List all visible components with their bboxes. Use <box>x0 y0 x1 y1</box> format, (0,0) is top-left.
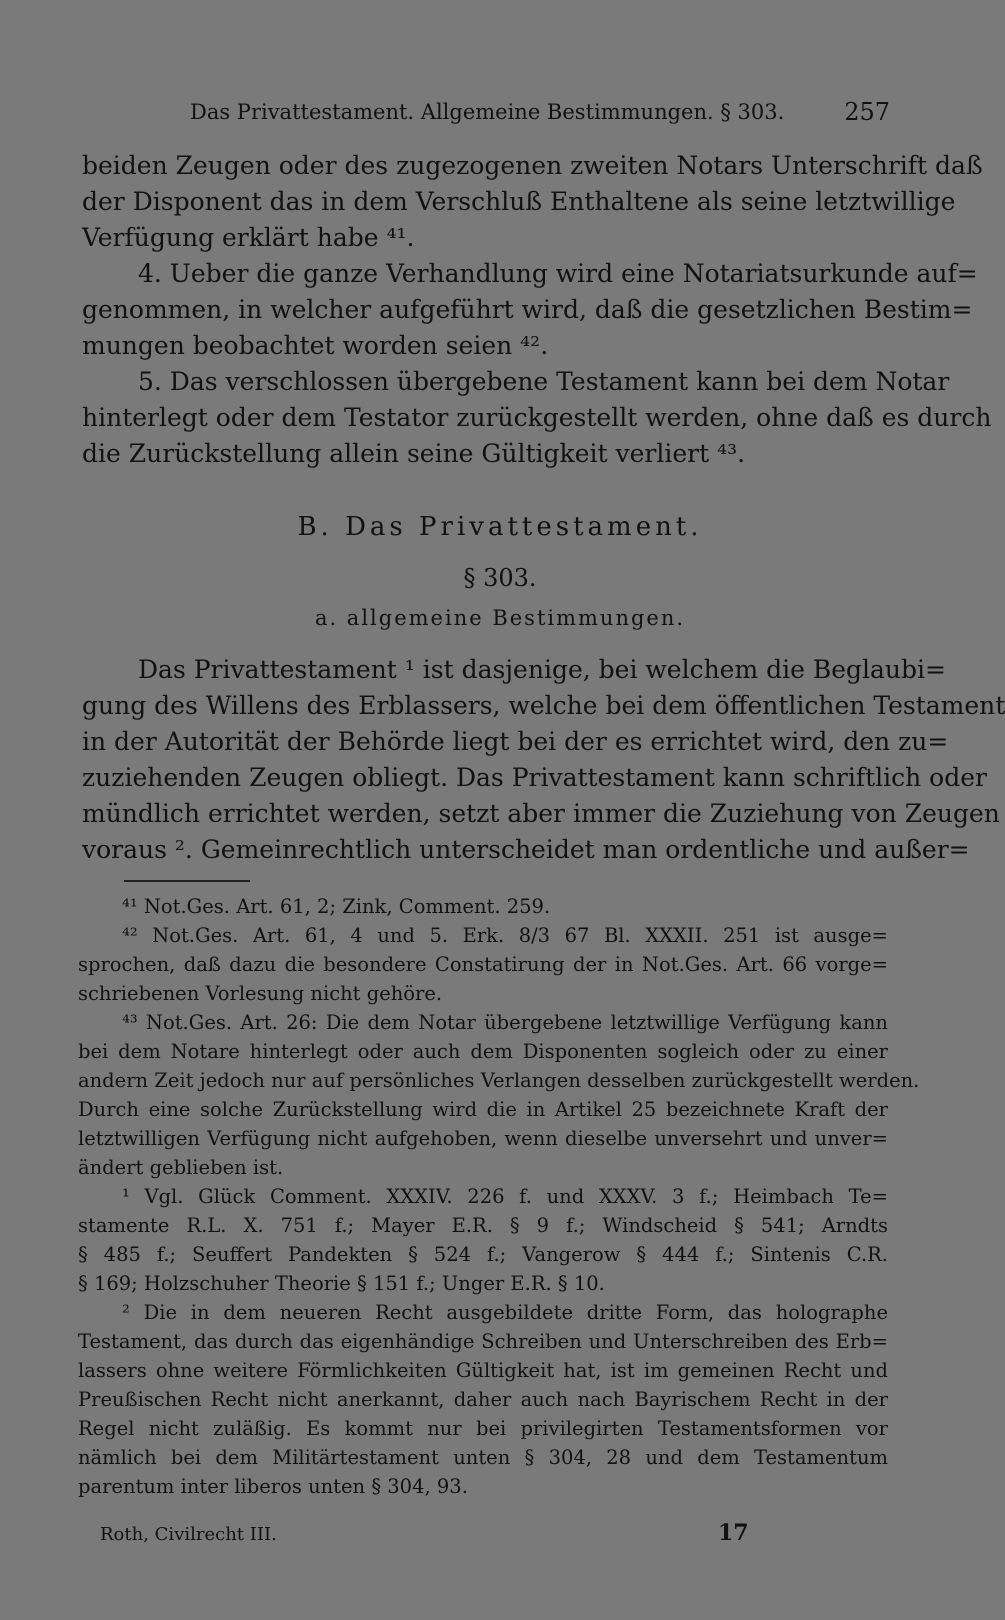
footnote-line: ¹ Vgl. Glück Comment. XXXIV. 226 f. und XXXV. 3 f.; Heimbach Te= <box>122 1185 888 1208</box>
sheet-number: 17 <box>718 1520 749 1546</box>
text-line: 5. Das verschlossen übergebene Testament kann bei dem Notar <box>138 367 950 396</box>
footnote-line: § 169; Holzschuher Theorie § 151 f.; Unger E.R. § 10. <box>78 1272 605 1295</box>
page-number: 257 <box>844 98 890 126</box>
text-line: mungen beobachtet worden seien ⁴². <box>82 331 549 360</box>
footnote-line: andern Zeit jedoch nur auf persönliches Verlangen desselben zurückgestellt werden. <box>78 1069 920 1092</box>
footnote-line: bei dem Notare hinterlegt oder auch dem Disponenten sogleich oder zu einer <box>78 1040 888 1063</box>
footnote-line: schriebenen Vorlesung nicht gehöre. <box>78 982 443 1005</box>
footnote-line: ² Die in dem neueren Recht ausgebildete dritte Form, das holographe <box>122 1301 888 1324</box>
text-line: voraus ². Gemeinrechtlich unterscheidet man ordentliche und außer= <box>82 835 970 864</box>
footnote-line: Durch eine solche Zurückstellung wird die in Artikel 25 bezeichnete Kraft der <box>78 1098 888 1121</box>
body-text-top <box>82 148 992 472</box>
footnote-line: ⁴³ Not.Ges. Art. 26: Die dem Notar übergebene letztwillige Verfügung kann <box>122 1011 888 1034</box>
text-line: die Zurückstellung allein seine Gültigkeit verliert ⁴³. <box>82 439 746 468</box>
footnote-line: ändert geblieben ist. <box>78 1156 284 1179</box>
text-line: Verfügung erklärt habe ⁴¹. <box>82 223 415 252</box>
footnote-line: ⁴² Not.Ges. Art. 61, 4 und 5. Erk. 8/3 67 Bl. XXXII. 251 ist ausge= <box>122 924 888 947</box>
text-line: hinterlegt oder dem Testator zurückgestellt werden, ohne daß es durch <box>82 403 992 432</box>
text-line: in der Autorität der Behörde liegt bei der es errichtet wird, den zu= <box>82 727 949 756</box>
footnote-line: stamente R.L. X. 751 f.; Mayer E.R. § 9 f.; Windscheid § 541; Arndts <box>78 1214 888 1237</box>
signature-mark: Roth, Civilrecht III. <box>100 1524 277 1545</box>
page-footer <box>100 1520 750 1550</box>
text-line: beiden Zeugen oder des zugezogenen zweiten Notars Unterschrift daß <box>82 151 983 180</box>
footnote-line: Regel nicht zuläßig. Es kommt nur bei privilegirten Testamentsformen vor <box>78 1417 888 1440</box>
footnote-line: nämlich bei dem Militärtestament unten § 304, 28 und dem Testamentum <box>78 1446 888 1469</box>
footnote-line: Preußischen Recht nicht anerkannt, daher auch nach Bayrischem Recht in der <box>78 1388 888 1411</box>
footnote-line: letztwilligen Verfügung nicht aufgehoben, wenn dieselbe unversehrt und unver= <box>78 1127 888 1150</box>
text-line: der Disponent das in dem Verschluß Enthaltene als seine letztwillige <box>82 187 956 216</box>
running-title: Das Privattestament. Allgemeine Bestimmungen. § 303. <box>190 100 785 124</box>
paragraph-number: § 303. <box>463 564 537 592</box>
footnote-line: § 485 f.; Seuffert Pandekten § 524 f.; Vangerow § 444 f.; Sintenis C.R. <box>78 1243 888 1266</box>
footnote-divider <box>124 880 250 882</box>
body-text-main <box>82 652 1005 868</box>
section-subheading: a. allgemeine Bestimmungen. <box>314 606 686 630</box>
footnote-line: sprochen, daß dazu die besondere Constatirung der in Not.Ges. Art. 66 vorge= <box>78 953 888 976</box>
footnote-line: parentum inter liberos unten § 304, 93. <box>78 1475 468 1498</box>
footnote-line: Testament, das durch das eigenhändige Schreiben und Unterschreiben des Erb= <box>78 1330 888 1353</box>
text-line: genommen, in welcher aufgeführt wird, daß die gesetzlichen Bestim= <box>82 295 973 324</box>
text-line: gung des Willens des Erblassers, welche bei dem öffentlichen Testament <box>82 691 1005 720</box>
text-line: Das Privattestament ¹ ist dasjenige, bei welchem die Beglaubi= <box>138 655 946 684</box>
text-line: mündlich errichtet werden, setzt aber immer die Zuziehung von Zeugen <box>82 799 1000 828</box>
page-header <box>190 98 890 134</box>
footnotes <box>78 892 920 1501</box>
text-line: 4. Ueber die ganze Verhandlung wird eine Notariatsurkunde auf= <box>138 259 978 288</box>
footnote-line: lassers ohne weitere Förmlichkeiten Gültigkeit hat, ist im gemeinen Recht und <box>78 1359 888 1382</box>
text-line: zuziehenden Zeugen obliegt. Das Privattestament kann schriftlich oder <box>82 763 987 792</box>
footnote-line: ⁴¹ Not.Ges. Art. 61, 2; Zink, Comment. 259. <box>122 895 551 918</box>
section-heading: B. Das Privattestament. <box>297 512 703 542</box>
